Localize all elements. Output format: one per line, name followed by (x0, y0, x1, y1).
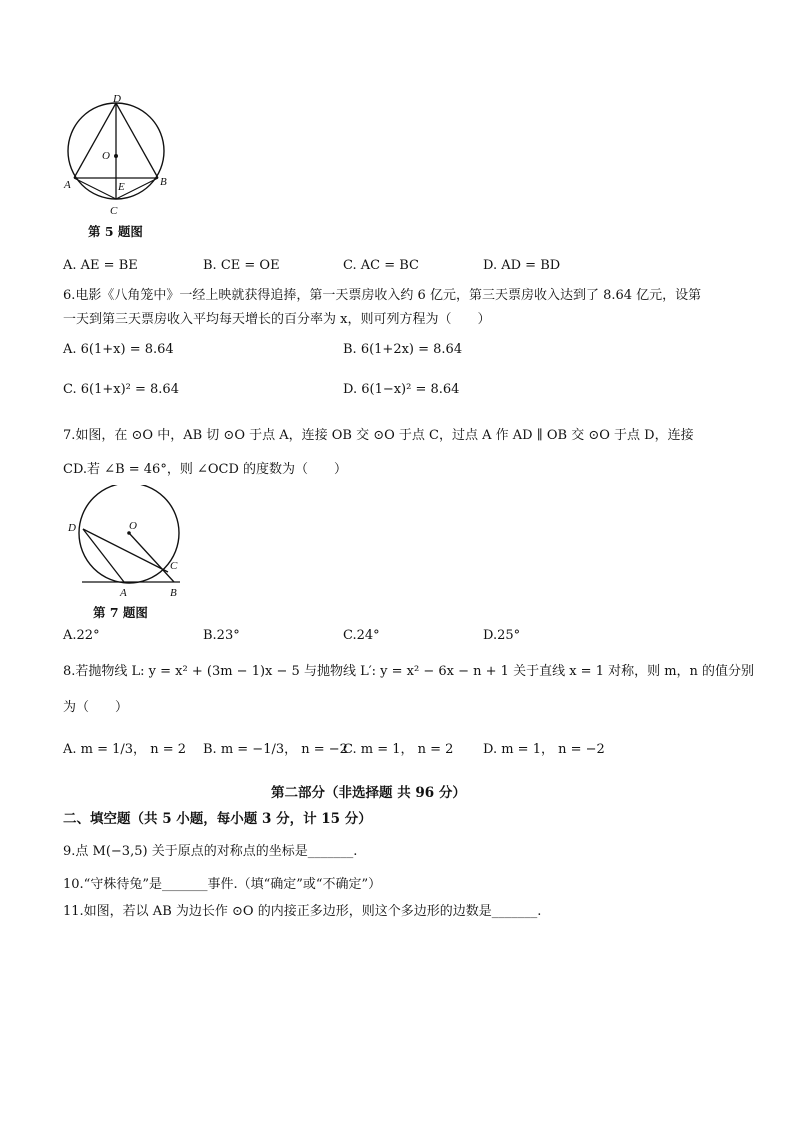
label-c: C (110, 205, 118, 217)
figure-5-diagram (60, 92, 180, 222)
label-o: O (102, 150, 110, 162)
q5-option-b: B. CE = OE (203, 258, 280, 273)
q8-option-b: B. m = −1/3， n = −2 (203, 742, 348, 757)
q6-option-c: C. 6(1+x)² = 8.64 (63, 382, 179, 397)
q6-option-b: B. 6(1+2x) = 8.64 (343, 342, 463, 357)
q5-option-a: A. AE = BE (63, 258, 138, 273)
q7-option-c: C.24° (343, 628, 380, 643)
q8-option-c: C. m = 1， n = 2 (343, 742, 454, 757)
q6-option-a: A. 6(1+x) = 8.64 (63, 342, 174, 357)
figure-5-caption: 第 5 题图 (88, 224, 143, 239)
q7-option-a: A.22° (63, 628, 100, 643)
label-e: E (118, 181, 125, 193)
label-d: D (68, 522, 76, 534)
q7-option-d: D.25° (483, 628, 521, 643)
section-fill-in-heading: 二、填空题（共 5 小题，每小题 3 分，计 15 分） (63, 811, 372, 827)
q8-option-a: A. m = 1/3， n = 2 (63, 742, 186, 757)
q7-stem-line1: 7.如图，在 ⊙O 中，AB 切 ⊙O 于点 A，连接 OB 交 ⊙O 于点 C，过点 A 作 AD ∥ OB 交 ⊙O 于点 D，连接 (63, 428, 694, 443)
figure-7-diagram (62, 485, 192, 603)
label-b: B (160, 176, 167, 188)
figure-7-caption: 第 7 题图 (93, 605, 148, 620)
label-a: A (64, 179, 71, 191)
q8-option-d: D. m = 1， n = −2 (483, 742, 605, 757)
label-c: C (170, 560, 178, 572)
q6-stem-line1: 6.电影《八角笼中》一经上映就获得追捧，第一天票房收入约 6 亿元，第三天票房收入达到了 8.64 亿元，设第 (63, 288, 702, 303)
label-b: B (170, 587, 177, 599)
q10-text: 10.“守株待兔”是_______事件.（填“确定”或“不确定”） (63, 877, 382, 892)
label-o: O (129, 520, 137, 532)
q8-stem-line1: 8.若抛物线 L: y = x² + (3m − 1)x − 5 与抛物线 L′: y = x² − 6x − n + 1 关于直线 x = 1 对称，则 m，n 的值分别 (63, 664, 755, 679)
q5-option-c: C. AC = BC (343, 258, 419, 273)
q8-stem-line2: 为（ ） (63, 700, 129, 715)
label-a: A (120, 587, 127, 599)
q7-stem-line2: CD.若 ∠B = 46°，则 ∠OCD 的度数为（ ） (63, 462, 348, 477)
q7-option-b: B.23° (203, 628, 240, 643)
q6-stem-line2: 一天到第三天票房收入平均每天增长的百分率为 x，则可列方程为（ ） (63, 312, 491, 327)
q5-option-d: D. AD = BD (483, 258, 561, 273)
q11-text: 11.如图，若以 AB 为边长作 ⊙O 的内接正多边形，则这个多边形的边数是_______. (63, 904, 542, 919)
part2-title: 第二部分（非选择题 共 96 分） (271, 785, 466, 801)
q9-text: 9.点 M(−3,5) 关于原点的对称点的坐标是_______. (63, 844, 358, 859)
q6-option-d: D. 6(1−x)² = 8.64 (343, 382, 460, 397)
label-d: D (113, 93, 121, 105)
